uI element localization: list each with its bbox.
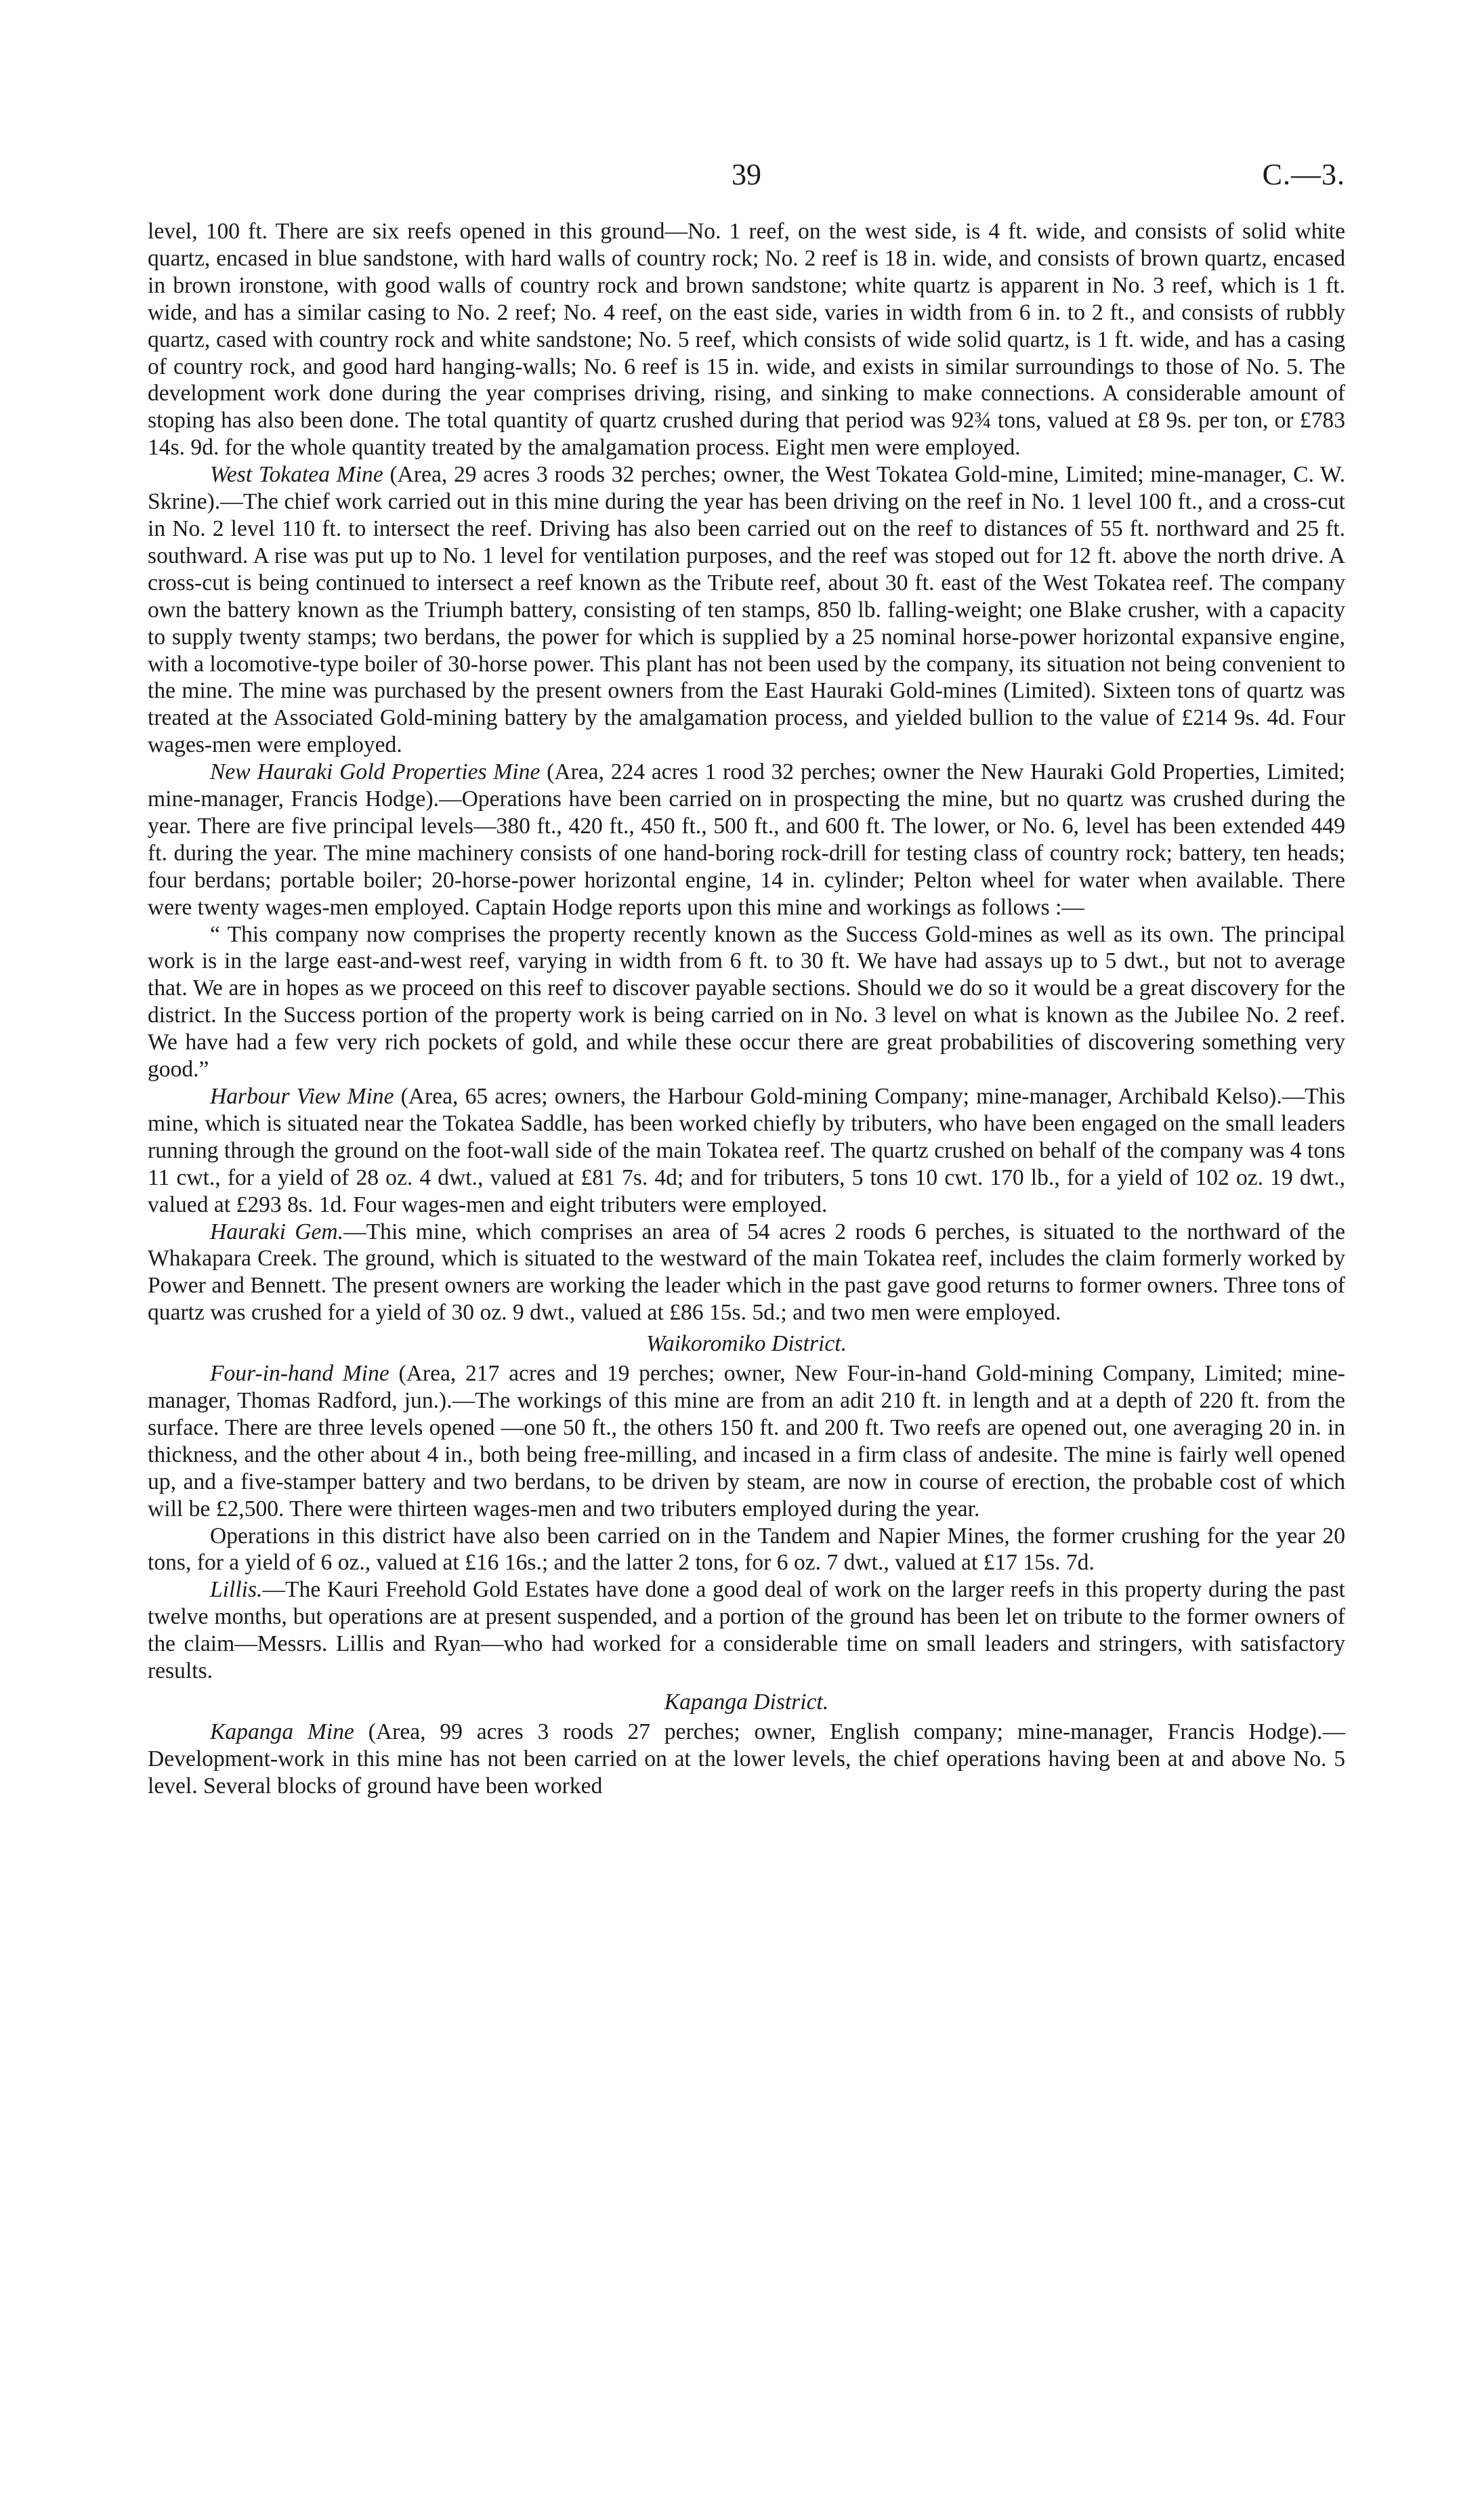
paragraph (148, 1360, 1345, 1522)
paragraph (148, 1719, 1345, 1800)
paragraph (148, 1219, 1345, 1327)
paragraph-text: level, 100 ft. There are six reefs opened in this ground—No. 1 reef, on the west side, is 4 ft. wide, and consists of solid white quartz, encased in blue sandstone, with hard walls of country rock; No. 2 reef is 18 in. wide, and consists of brown quartz, encased in brown ironstone, with good walls of country rock and brown sandstone; white quartz is apparent in No. 3 reef, which is 1 ft. wide, and has a similar casing to No. 2 reef; No. 4 reef, on the east side, varies in width from 6 in. to 2 ft., and consists of rubbly quartz, cased with country rock and white sandstone; No. 5 reef, which consists of wide solid quartz, is 1 ft. wide, and has a casing of country rock, and good hard hanging-walls; No. 6 reef is 15 in. wide, and exists in similar surroundings to those of No. 5. The development work done during the year comprises driving, rising, and sinking to make connections. A considerable amount of stoping has also been done. The total quantity of quartz crushed during that period was 92¾ tons, valued at £8 9s. per ton, or £783 14s. 9d. for the whole quantity treated by the amalgamation process. Eight men were employed. (148, 219, 1345, 461)
paragraph (148, 1523, 1345, 1577)
paragraph-text: (Area, 99 acres 3 roods 27 perches; owner, English company; mine-manager, Francis Hodge).—Development-work in this mine has not been carried on at the lower levels, the chief operations having been at and above No. 5 level. Several blocks of ground have been worked (148, 1719, 1345, 1799)
paragraph (148, 1576, 1345, 1685)
paragraph (148, 759, 1345, 921)
paragraph-text: (Area, 65 acres; owners, the Harbour Gold-mining Company; mine-manager, Archibald Kelso).—This mine, which is situated near the Tokatea Saddle, has been worked chiefly by tributers, who have been engaged on the small leaders running through the ground on the foot-wall side of the main Tokatea reef. The quartz crushed on behalf of the company was 4 tons 11 cwt., for a yield of 28 oz. 4 dwt., valued at £81 7s. 4d; and for tributers, 5 tons 10 cwt. 170 lb., for a yield of 102 oz. 19 dwt., valued at £293 8s. 1d. Four wages-men and eight tributers were employed. (148, 1084, 1346, 1217)
paragraph-text: (Area, 29 acres 3 roods 32 perches; owner, the West Tokatea Gold-mine, Limited; mine-manager, C. W. Skrine).—The chief work carried out in this mine during the year has been driving on the reef in No. 1 level 100 ft., and a cross-cut in No. 2 level 110 ft. to intersect the reef. Driving has also been carried out on the reef to distances of 55 ft. northward and 25 ft. southward. A rise was put up to No. 1 level for ventilation purposes, and the reef was stoped out for 12 ft. above the north drive. A cross-cut is being continued to intersect a reef known as the Tribute reef, about 30 ft. east of the West Tokatea reef. The company own the battery known as the Triumph battery, consisting of ten stamps, 850 lb. falling-weight; one Blake crusher, with a capacity to supply twenty stamps; two berdans, the power for which is supplied by a 25 nominal horse-power horizontal expansive engine, with a locomotive-type boiler of 30-horse power. This plant has not been used by the company, its situation not being convenient to the mine. The mine was purchased by the present owners from the East Hauraki Gold-mines (Limited). Sixteen tons of quartz was treated at the Associated Gold-mining battery by the amalgamation process, and yielded bullion to the value of £214 9s. 4d. Four wages-men were employed. (148, 462, 1345, 758)
section-heading-text: Kapanga District. (664, 1689, 829, 1715)
section-heading (148, 1689, 1345, 1716)
paragraph (148, 1083, 1345, 1219)
mine-name: Lillis. (210, 1577, 263, 1603)
section-heading (148, 1330, 1345, 1358)
quotation-paragraph (148, 921, 1345, 1083)
page-header (148, 157, 1345, 198)
mine-name: Hauraki Gem. (210, 1219, 344, 1244)
section-heading-text: Waikoromiko District. (646, 1331, 847, 1357)
mine-name: West Tokatea Mine (210, 462, 383, 488)
document-reference: C.—3. (1262, 158, 1345, 191)
page-number: 39 (732, 158, 761, 191)
paragraph-text: (Area, 217 acres and 19 perches; owner, New Four-in-hand Gold-mining Company, Limited; mine-manager, Thomas Radford, jun.).—The workings of this mine are from an adit 210 ft. in length and at a depth of 220 ft. from the surface. There are three levels opened —one 50 ft., the others 150 ft. and 200 ft. Two reefs are opened out, one averaging 20 in. in thickness, and the other about 4 in., both being free-milling, and incased in a firm class of andesite. The mine is fairly well opened up, and a five-stamper battery and two berdans, to be driven by steam, are now in course of erection, the probable cost of which will be £2,500. There were thirteen wages-men and two tributers employed during the year. (148, 1361, 1345, 1521)
paragraph-text: Operations in this district have also been carried on in the Tandem and Napier Mines, the former crushing for the year 20 tons, for a yield of 6 oz., valued at £16 16s.; and the latter 2 tons, for 6 oz. 7 dwt., valued at £17 15s. 7d. (148, 1523, 1345, 1576)
paragraph-text: —This mine, which comprises an area of 54 acres 2 roods 6 perches, is situated to the northward of the Whakapara Creek. The ground, which is situated to the westward of the main Tokatea reef, includes the claim formerly worked by Power and Bennett. The present owners are working the leader which in the past gave good returns to former owners. Three tons of quartz was crushed for a yield of 30 oz. 9 dwt., valued at £86 15s. 5d.; and two men were employed. (148, 1219, 1345, 1326)
paragraph-text: —The Kauri Freehold Gold Estates have done a good deal of work on the larger reefs in this property during the past twelve months, but operations are at present suspended, and a portion of the ground has been let on tribute to the former owners of the claim—Messrs. Lillis and Ryan—who had worked for a considerable time on small leaders and stringers, with satisfactory results. (148, 1577, 1345, 1684)
body-text (148, 218, 1345, 1800)
paragraph-text: (Area, 224 acres 1 rood 32 perches; owner the New Hauraki Gold Properties, Limited; mine-manager, Francis Hodge).—Operations have been carried on in prospecting the mine, but no quartz was crushed during the year. There are five principal levels—380 ft., 420 ft., 450 ft., 500 ft., and 600 ft. The lower, or No. 6, level has been extended 449 ft. during the year. The mine machinery consists of one hand-boring rock-drill for testing class of country rock; battery, ten heads; four berdans; portable boiler; 20-horse-power horizontal engine, 14 in. cylinder; Pelton wheel for water when available. There were twenty wages-men employed. Captain Hodge reports upon this mine and workings as follows :— (148, 759, 1345, 920)
mine-name: Harbour View Mine (210, 1084, 394, 1109)
paragraph-text: “ This company now comprises the property recently known as the Success Gold-mines as well as its own. The principal work is in the large east-and-west reef, varying in width from 6 ft. to 30 ft. We have had assays up to 5 dwt., but not to average that. We are in hopes as we proceed on this reef to discover payable sections. Should we do so it would be a great discovery for the district. In the Success portion of the property work is being carried on in No. 3 level on what is known as the Jubilee No. 2 reef. We have had a few very rich pockets of gold, and while these occur there are great probabilities of discovering something very good.” (148, 921, 1345, 1083)
paragraph (148, 461, 1345, 759)
paragraph (148, 218, 1345, 461)
mine-name: Four-in-hand Mine (210, 1361, 389, 1387)
mine-name: Kapanga Mine (210, 1719, 354, 1744)
mine-name: New Hauraki Gold Properties Mine (210, 759, 541, 785)
